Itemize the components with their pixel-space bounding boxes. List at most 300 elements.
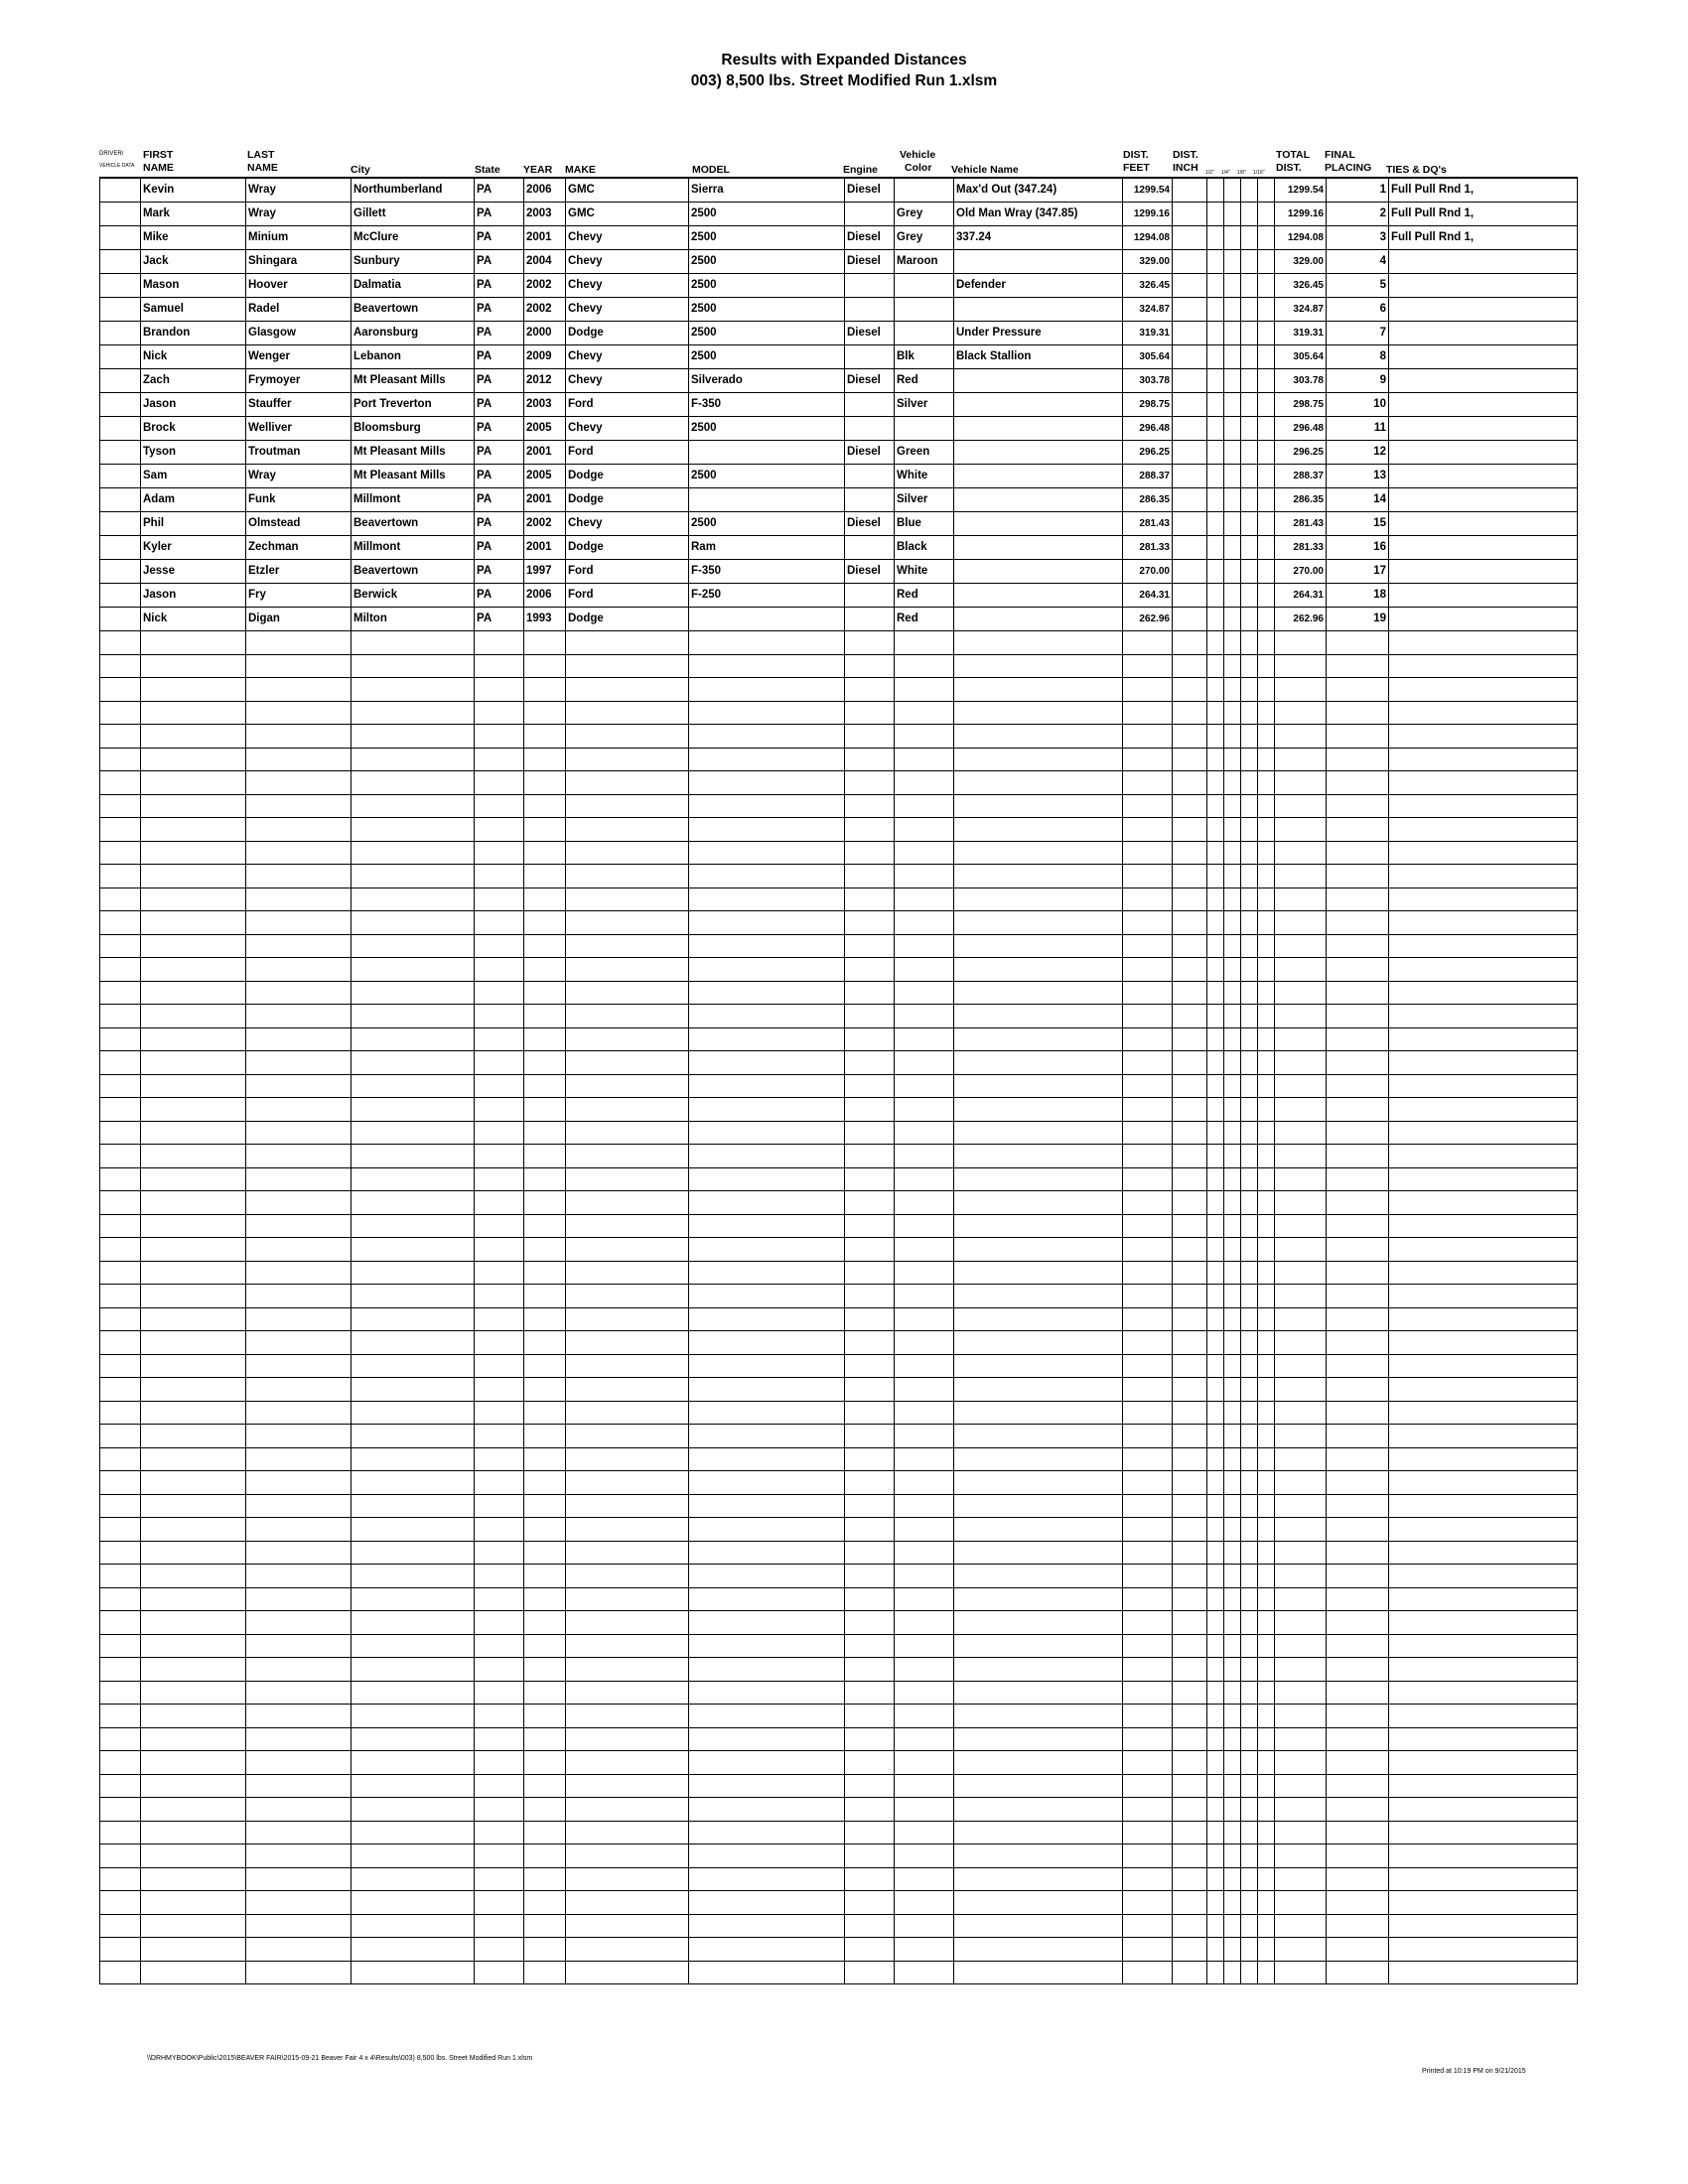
ties-dq-cell [1389,1751,1578,1775]
first-name-cell [141,1821,246,1844]
total-dist-cell [1275,1354,1327,1378]
last-name-cell [246,1285,352,1308]
total-dist-cell [1275,794,1327,818]
empty-row [100,1401,1578,1425]
make-cell [566,1821,689,1844]
last-name-cell [246,1261,352,1285]
make-cell [566,818,689,842]
state-cell [475,1611,524,1635]
state-cell [475,1238,524,1262]
frac-eighth-cell [1241,441,1258,465]
year-cell: 2012 [524,369,566,393]
color-cell [895,1751,954,1775]
final-placing-cell [1327,1821,1389,1844]
dist-feet-cell: 303.78 [1123,369,1173,393]
city-cell [352,1074,475,1098]
model-cell [689,1634,845,1658]
model-cell [689,934,845,958]
ties-dq-cell [1389,1471,1578,1495]
color-cell [895,818,954,842]
dist-inch-cell [1173,1938,1207,1962]
header-make: MAKE [565,164,596,176]
frac-quarter-cell [1224,1961,1241,1984]
frac-sixteenth-cell [1258,250,1275,274]
engine-cell [845,1027,895,1051]
first-name-cell [141,911,246,935]
vehicle-name-cell [954,1541,1123,1565]
dist-feet-cell [1123,1005,1173,1028]
frac-sixteenth-cell [1258,1751,1275,1775]
vehicle-name-cell: Max'd Out (347.24) [954,178,1123,203]
first-name-cell [141,818,246,842]
state-cell: PA [475,178,524,203]
color-cell [895,841,954,865]
empty-row [100,1541,1578,1565]
vehicle-name-cell [954,536,1123,560]
frac-quarter-cell [1224,934,1241,958]
city-cell [352,1867,475,1891]
frac-eighth-cell [1241,608,1258,631]
empty-row [100,1425,1578,1448]
driver-cell [100,393,141,417]
driver-cell [100,887,141,911]
vehicle-name-cell [954,1121,1123,1145]
frac-sixteenth-cell [1258,1145,1275,1168]
frac-half-cell [1207,1821,1224,1844]
frac-sixteenth-cell [1258,771,1275,795]
state-cell [475,841,524,865]
frac-half-cell [1207,178,1224,203]
engine-cell [845,981,895,1005]
color-cell [895,1914,954,1938]
color-cell: Red [895,584,954,608]
dist-inch-cell [1173,584,1207,608]
year-cell [524,1541,566,1565]
ties-dq-cell [1389,1307,1578,1331]
vehicle-name-cell [954,465,1123,488]
driver-cell [100,1261,141,1285]
make-cell [566,1518,689,1542]
vehicle-name-cell [954,631,1123,655]
year-cell: 2006 [524,584,566,608]
frac-quarter-cell [1224,631,1241,655]
first-name-cell [141,1191,246,1215]
frac-quarter-cell [1224,748,1241,771]
driver-cell [100,1541,141,1565]
color-cell [895,1821,954,1844]
frac-half-cell [1207,865,1224,888]
dist-feet-cell: 1299.54 [1123,178,1173,203]
make-cell [566,1238,689,1262]
ties-dq-cell [1389,911,1578,935]
dist-inch-cell [1173,560,1207,584]
model-cell [689,1331,845,1355]
empty-row [100,1494,1578,1518]
vehicle-name-cell [954,1331,1123,1355]
vehicle-name-cell [954,771,1123,795]
frac-eighth-cell [1241,841,1258,865]
city-cell [352,654,475,678]
ties-dq-cell [1389,536,1578,560]
color-cell [895,1774,954,1798]
model-cell [689,441,845,465]
model-cell [689,1774,845,1798]
make-cell [566,1658,689,1682]
model-cell: F-350 [689,393,845,417]
state-cell: PA [475,417,524,441]
driver-cell [100,631,141,655]
state-cell [475,1425,524,1448]
vehicle-name-cell [954,488,1123,512]
first-name-cell: Nick [141,345,246,369]
dist-inch-cell [1173,958,1207,982]
frac-sixteenth-cell [1258,465,1275,488]
total-dist-cell [1275,1285,1327,1308]
state-cell [475,865,524,888]
dist-feet-cell [1123,1307,1173,1331]
ties-dq-cell [1389,1611,1578,1635]
ties-dq-cell [1389,818,1578,842]
total-dist-cell: 296.48 [1275,417,1327,441]
vehicle-name-cell [954,250,1123,274]
first-name-cell: Adam [141,488,246,512]
frac-sixteenth-cell [1258,1378,1275,1402]
frac-half-cell [1207,465,1224,488]
city-cell: Aaronsburg [352,322,475,345]
state-cell [475,1214,524,1238]
driver-cell [100,1027,141,1051]
first-name-cell [141,1145,246,1168]
year-cell [524,1121,566,1145]
city-cell [352,1027,475,1051]
final-placing-cell: 6 [1327,298,1389,322]
total-dist-cell [1275,1494,1327,1518]
dist-feet-cell: 298.75 [1123,393,1173,417]
frac-eighth-cell [1241,1005,1258,1028]
state-cell [475,958,524,982]
last-name-cell [246,1098,352,1122]
make-cell: Chevy [566,512,689,536]
color-cell [895,748,954,771]
engine-cell [845,393,895,417]
dist-feet-cell: 319.31 [1123,322,1173,345]
model-cell [689,1494,845,1518]
year-cell [524,1518,566,1542]
total-dist-cell [1275,1751,1327,1775]
model-cell [689,1471,845,1495]
frac-half-cell [1207,1331,1224,1355]
model-cell [689,1214,845,1238]
last-name-cell: Troutman [246,441,352,465]
engine-cell [845,1285,895,1308]
state-cell [475,818,524,842]
driver-cell [100,958,141,982]
dist-feet-cell [1123,1285,1173,1308]
dist-feet-cell [1123,631,1173,655]
state-cell [475,911,524,935]
city-cell [352,1051,475,1075]
engine-cell [845,1051,895,1075]
model-cell [689,1891,845,1915]
dist-feet-cell: 326.45 [1123,274,1173,298]
frac-sixteenth-cell [1258,1425,1275,1448]
empty-row [100,1098,1578,1122]
make-cell: Chevy [566,417,689,441]
last-name-cell [246,748,352,771]
vehicle-name-cell [954,1471,1123,1495]
dist-feet-cell [1123,1494,1173,1518]
vehicle-name-cell [954,369,1123,393]
vehicle-name-cell [954,298,1123,322]
frac-eighth-cell [1241,911,1258,935]
vehicle-name-cell [954,1727,1123,1751]
dist-inch-cell [1173,298,1207,322]
frac-half-cell [1207,345,1224,369]
total-dist-cell [1275,1774,1327,1798]
frac-eighth-cell [1241,981,1258,1005]
make-cell: Chevy [566,345,689,369]
vehicle-name-cell [954,1098,1123,1122]
dist-inch-cell [1173,1447,1207,1471]
frac-quarter-cell [1224,1145,1241,1168]
frac-sixteenth-cell [1258,1307,1275,1331]
city-cell [352,1565,475,1588]
frac-eighth-cell [1241,1331,1258,1355]
final-placing-cell [1327,1447,1389,1471]
state-cell [475,1587,524,1611]
empty-row [100,794,1578,818]
final-placing-cell [1327,1378,1389,1402]
engine-cell [845,1914,895,1938]
frac-eighth-cell [1241,654,1258,678]
total-dist-cell: 326.45 [1275,274,1327,298]
engine-cell [845,345,895,369]
engine-cell [845,298,895,322]
final-placing-cell [1327,1051,1389,1075]
total-dist-cell [1275,701,1327,725]
make-cell [566,1938,689,1962]
color-cell [895,1961,954,1984]
state-cell [475,1051,524,1075]
make-cell [566,1727,689,1751]
dist-feet-cell [1123,1074,1173,1098]
frac-sixteenth-cell [1258,1938,1275,1962]
driver-cell [100,1891,141,1915]
first-name-cell [141,725,246,749]
first-name-cell [141,701,246,725]
frac-half-cell [1207,1891,1224,1915]
driver-cell [100,417,141,441]
color-cell [895,1027,954,1051]
engine-cell [845,841,895,865]
city-cell [352,725,475,749]
ties-dq-cell: Full Pull Rnd 1, [1389,226,1578,250]
color-cell [895,1658,954,1682]
state-cell [475,1774,524,1798]
frac-eighth-cell [1241,678,1258,702]
make-cell [566,701,689,725]
vehicle-name-cell [954,841,1123,865]
city-cell [352,1587,475,1611]
empty-row [100,865,1578,888]
frac-eighth-cell [1241,584,1258,608]
driver-cell [100,725,141,749]
frac-sixteenth-cell [1258,1891,1275,1915]
engine-cell [845,958,895,982]
year-cell [524,911,566,935]
color-cell: Black [895,536,954,560]
state-cell [475,1681,524,1705]
engine-cell [845,1774,895,1798]
frac-eighth-cell [1241,818,1258,842]
engine-cell: Diesel [845,369,895,393]
dist-feet-cell [1123,1705,1173,1728]
last-name-cell [246,1587,352,1611]
vehicle-name-cell [954,678,1123,702]
ties-dq-cell [1389,1214,1578,1238]
last-name-cell [246,1798,352,1822]
color-cell [895,771,954,795]
dist-feet-cell [1123,1798,1173,1822]
dist-inch-cell [1173,1354,1207,1378]
model-cell [689,1121,845,1145]
last-name-cell [246,1705,352,1728]
frac-half-cell [1207,1587,1224,1611]
city-cell [352,958,475,982]
city-cell [352,1167,475,1191]
dist-inch-cell [1173,1074,1207,1098]
empty-row [100,701,1578,725]
state-cell [475,1798,524,1822]
frac-eighth-cell [1241,1565,1258,1588]
driver-cell [100,1518,141,1542]
dist-inch-cell [1173,654,1207,678]
vehicle-name-cell: Defender [954,274,1123,298]
header-vcolor-bottom: Color [905,162,932,174]
make-cell [566,631,689,655]
make-cell [566,1867,689,1891]
engine-cell [845,1844,895,1868]
color-cell [895,631,954,655]
first-name-cell: Phil [141,512,246,536]
first-name-cell [141,1774,246,1798]
driver-cell [100,1938,141,1962]
frac-quarter-cell [1224,1005,1241,1028]
frac-half-cell [1207,841,1224,865]
empty-row [100,1027,1578,1051]
frac-sixteenth-cell [1258,748,1275,771]
engine-cell [845,1191,895,1215]
year-cell [524,1751,566,1775]
dist-feet-cell [1123,1774,1173,1798]
year-cell [524,981,566,1005]
final-placing-cell [1327,911,1389,935]
first-name-cell [141,1121,246,1145]
city-cell [352,1285,475,1308]
last-name-cell: Wray [246,178,352,203]
city-cell [352,1098,475,1122]
frac-half-cell [1207,1051,1224,1075]
year-cell: 2002 [524,512,566,536]
frac-sixteenth-cell [1258,1844,1275,1868]
final-placing-cell [1327,1891,1389,1915]
year-cell: 2002 [524,274,566,298]
total-dist-cell: 288.37 [1275,465,1327,488]
city-cell [352,1611,475,1635]
frac-quarter-cell [1224,1167,1241,1191]
model-cell [689,608,845,631]
vehicle-name-cell [954,1261,1123,1285]
frac-quarter-cell [1224,1027,1241,1051]
engine-cell [845,725,895,749]
frac-sixteenth-cell [1258,678,1275,702]
first-name-cell [141,1587,246,1611]
first-name-cell: Mike [141,226,246,250]
empty-row [100,1074,1578,1098]
color-cell [895,1074,954,1098]
engine-cell [845,1354,895,1378]
ties-dq-cell [1389,1145,1578,1168]
empty-row [100,1751,1578,1775]
ties-dq-cell [1389,1494,1578,1518]
empty-row [100,1634,1578,1658]
model-cell [689,701,845,725]
frac-sixteenth-cell [1258,865,1275,888]
empty-row [100,1447,1578,1471]
final-placing-cell [1327,1751,1389,1775]
make-cell [566,1401,689,1425]
ties-dq-cell [1389,1354,1578,1378]
frac-half-cell [1207,1425,1224,1448]
frac-sixteenth-cell [1258,1027,1275,1051]
engine-cell [845,1727,895,1751]
frac-sixteenth-cell [1258,560,1275,584]
dist-feet-cell: 296.25 [1123,441,1173,465]
frac-half-cell [1207,1145,1224,1168]
make-cell [566,1331,689,1355]
state-cell [475,725,524,749]
driver-cell [100,678,141,702]
ties-dq-cell [1389,771,1578,795]
frac-quarter-cell [1224,1658,1241,1682]
frac-sixteenth-cell [1258,298,1275,322]
make-cell [566,1961,689,1984]
first-name-cell [141,1167,246,1191]
frac-quarter-cell [1224,771,1241,795]
vehicle-name-cell [954,934,1123,958]
last-name-cell: Wray [246,203,352,226]
last-name-cell [246,1307,352,1331]
color-cell [895,1354,954,1378]
model-cell [689,631,845,655]
make-cell [566,1587,689,1611]
frac-sixteenth-cell [1258,1191,1275,1215]
make-cell [566,1191,689,1215]
header-total-top: TOTAL [1276,149,1311,161]
engine-cell [845,608,895,631]
vehicle-name-cell [954,1891,1123,1915]
frac-quarter-cell [1224,226,1241,250]
empty-row [100,934,1578,958]
driver-cell [100,1425,141,1448]
state-cell: PA [475,584,524,608]
header-year: YEAR [523,164,553,176]
total-dist-cell [1275,911,1327,935]
final-placing-cell [1327,1541,1389,1565]
header-frac-eighth: 1/8" [1237,170,1246,176]
model-cell [689,1587,845,1611]
state-cell [475,1261,524,1285]
